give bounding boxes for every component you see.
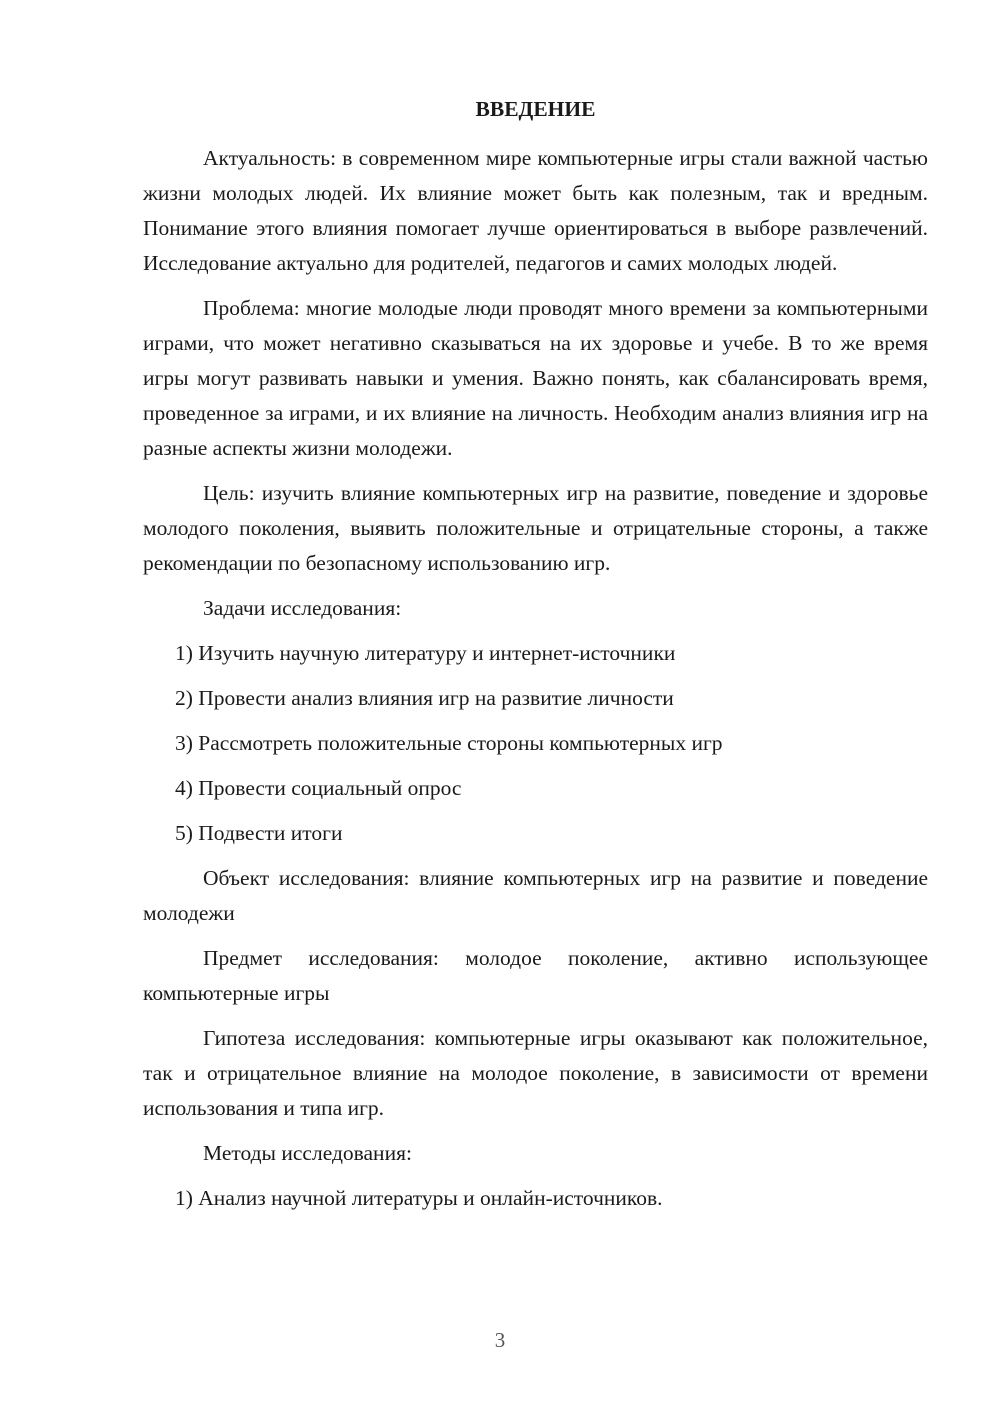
goal-paragraph: Цель: изучить влияние компьютерных игр на развитие, поведение и здоровье молодого поколения, выявить положительные и отрицательные стороны, а также рекомендации по безопасному использованию игр. [143,481,928,575]
task-item-3: 3) Рассмотреть положительные стороны компьютерных игр [175,731,723,755]
task-item-4: 4) Провести социальный опрос [175,776,462,800]
hypothesis-paragraph: Гипотеза исследования: компьютерные игры оказывают как положительное, так и отрицательное влияние на молодое поколение, в зависимости от времени использования и типа игр. [143,1026,928,1120]
method-item-1: 1) Анализ научной литературы и онлайн-источников. [175,1186,663,1210]
methods-label: Методы исследования: [203,1141,412,1165]
document-page [143,92,928,1226]
subject-paragraph: Предмет исследования: молодое поколение, активно использующее компьютерные игры [143,946,928,1005]
tasks-label: Задачи исследования: [203,596,402,620]
problem-paragraph: Проблема: многие молодые люди проводят много времени за компьютерными играми, что может негативно сказываться на их здоровье и учебе. В то же время игры могут развивать навыки и умения. Важно понять, как сбалансировать время, проведенное за играми, и их влияние на личность. Необходим анализ влияния игр на разные аспекты жизни молодежи. [143,296,928,460]
relevance-paragraph: Актуальность: в современном мире компьютерные игры стали важной частью жизни молодых людей. Их влияние может быть как полезным, так и вредным. Понимание этого влияния помогает лучше ориентироваться в выборе развлечений. Исследование актуально для родителей, педагогов и самих молодых людей. [143,146,928,275]
task-item-1: 1) Изучить научную литературу и интернет-источники [175,641,676,665]
task-item-5: 5) Подвести итоги [175,821,343,845]
object-paragraph: Объект исследования: влияние компьютерных игр на развитие и поведение молодежи [143,866,928,925]
section-heading: ВВЕДЕНИЕ [475,97,596,121]
task-item-2: 2) Провести анализ влияния игр на развитие личности [175,686,674,710]
page-number: 3 [494,1328,506,1352]
